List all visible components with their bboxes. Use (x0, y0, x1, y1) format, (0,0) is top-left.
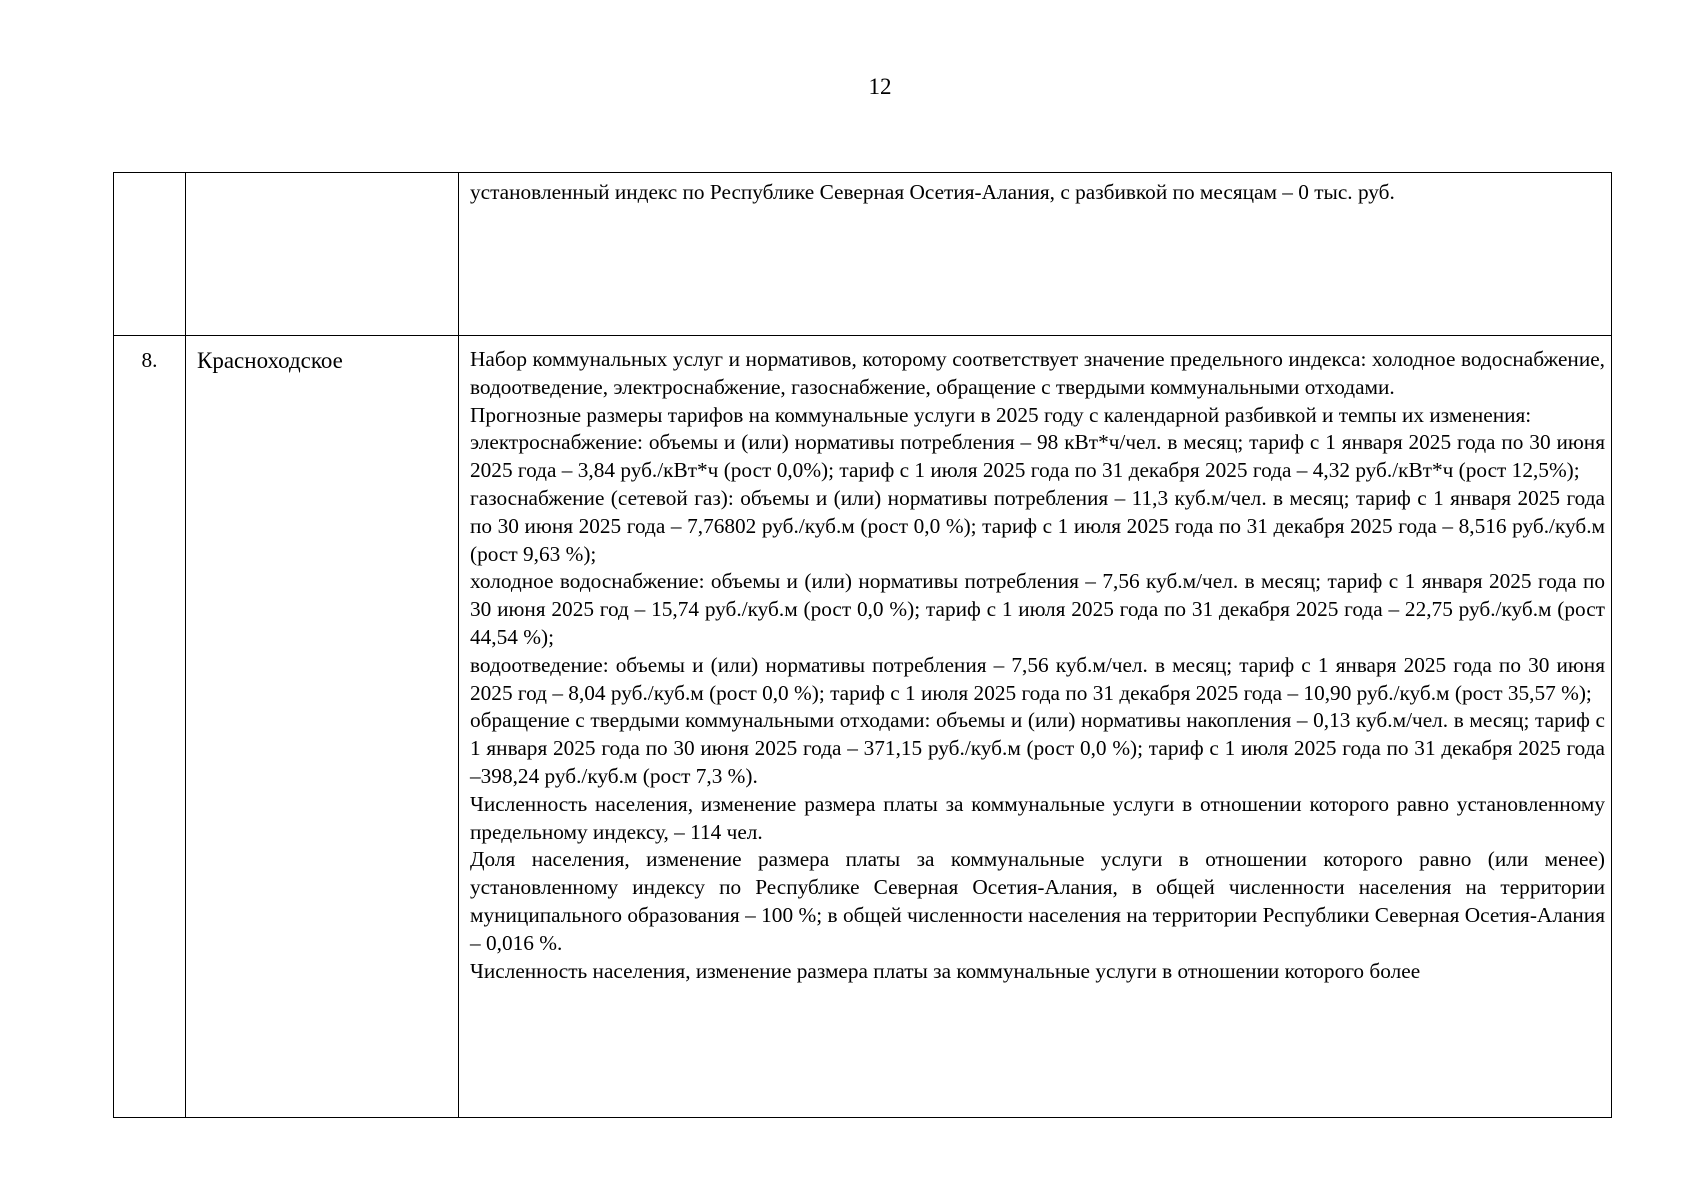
paragraph: установленный индекс по Республике Северная Осетия-Алания, с разбивкой по месяцам – 0 тыс. руб. (470, 180, 1395, 204)
municipality-name-cell (186, 173, 459, 336)
paragraph: Доля населения, изменение размера платы за коммунальные услуги в отношении которого равно (или менее) установленному индексу по Республике Северная Осетия-Алания, в общей численности населения на территории муниципального образования – 100 %; в общей численности населения на территории Республики Северная Осетия-Алания – 0,016 %. (470, 847, 1605, 955)
paragraph: Набор коммунальных услуг и нормативов, которому соответствует значение предельного индекса: холодное водоснабжение, водоотведение, электроснабжение, газоснабжение, обращение с твердыми коммунальными отходами. (470, 347, 1605, 399)
document-table (113, 172, 1612, 1118)
paragraph: водоотведение: объемы и (или) нормативы потребления – 7,56 куб.м/чел. в месяц; тариф с 1 января 2025 года по 30 июня 2025 год – 8,04 руб./куб.м (рост 0,0 %); тариф с 1 июля 2025 года по 31 декабря 2025 года – 10,90 руб./куб.м (рост 35,57 %); (470, 652, 1605, 705)
row-number-cell (114, 173, 186, 336)
paragraph: Прогнозные размеры тарифов на коммунальные услуги в 2025 году с календарной разбивкой и темпы их изменения: (470, 402, 1532, 427)
paragraph: Численность населения, изменение размера платы за коммунальные услуги в отношении которого равно установленному предельному индексу, – 114 чел. (470, 791, 1605, 844)
row-number-cell: 8. (114, 336, 186, 1118)
table-row (114, 173, 1612, 336)
table-row (114, 336, 1612, 1118)
paragraph: электроснабжение: объемы и (или) нормативы потребления – 98 кВт*ч/чел. в месяц; тариф с 1 января 2025 года по 30 июня 2025 года – 3,84 руб./кВт*ч (рост 0,0%); тариф с 1 июля 2025 года по 31 декабря 2025 года – 4,32 руб./кВт*ч (рост 12,5%); (470, 430, 1605, 483)
description-cell (459, 173, 1612, 336)
paragraph: обращение с твердыми коммунальными отходами: объемы и (или) нормативы накопления – 0,13 куб.м/чел. в месяц; тариф с 1 января 2025 года по 30 июня 2025 года – 371,15 руб./куб.м (рост 0,0 %); тариф с 1 июля 2025 года по 31 декабря 2025 года –398,24 руб./куб.м (рост 7,3 %). (470, 708, 1605, 788)
page-number: 12 (868, 74, 892, 99)
description-cell (459, 336, 1612, 1118)
paragraph: Численность населения, изменение размера платы за коммунальные услуги в отношении которого более (470, 958, 1421, 983)
paragraph: холодное водоснабжение: объемы и (или) нормативы потребления – 7,56 куб.м/чел. в месяц; тариф с 1 января 2025 года по 30 июня 2025 год – 15,74 руб./куб.м (рост 0,0 %); тариф с 1 июля 2025 года по 31 декабря 2025 года – 22,75 руб./куб.м (рост 44,54 %); (470, 569, 1605, 649)
municipality-name-cell: Красноходское (186, 336, 459, 1118)
paragraph: газоснабжение (сетевой газ): объемы и (или) нормативы потребления – 11,3 куб.м/чел. в месяц; тариф с 1 января 2025 года по 30 июня 2025 года – 7,76802 руб./куб.м (рост 0,0 %); тариф с 1 июля 2025 года по 31 декабря 2025 года – 8,516 руб./куб.м (рост 9,63 %); (470, 485, 1605, 566)
